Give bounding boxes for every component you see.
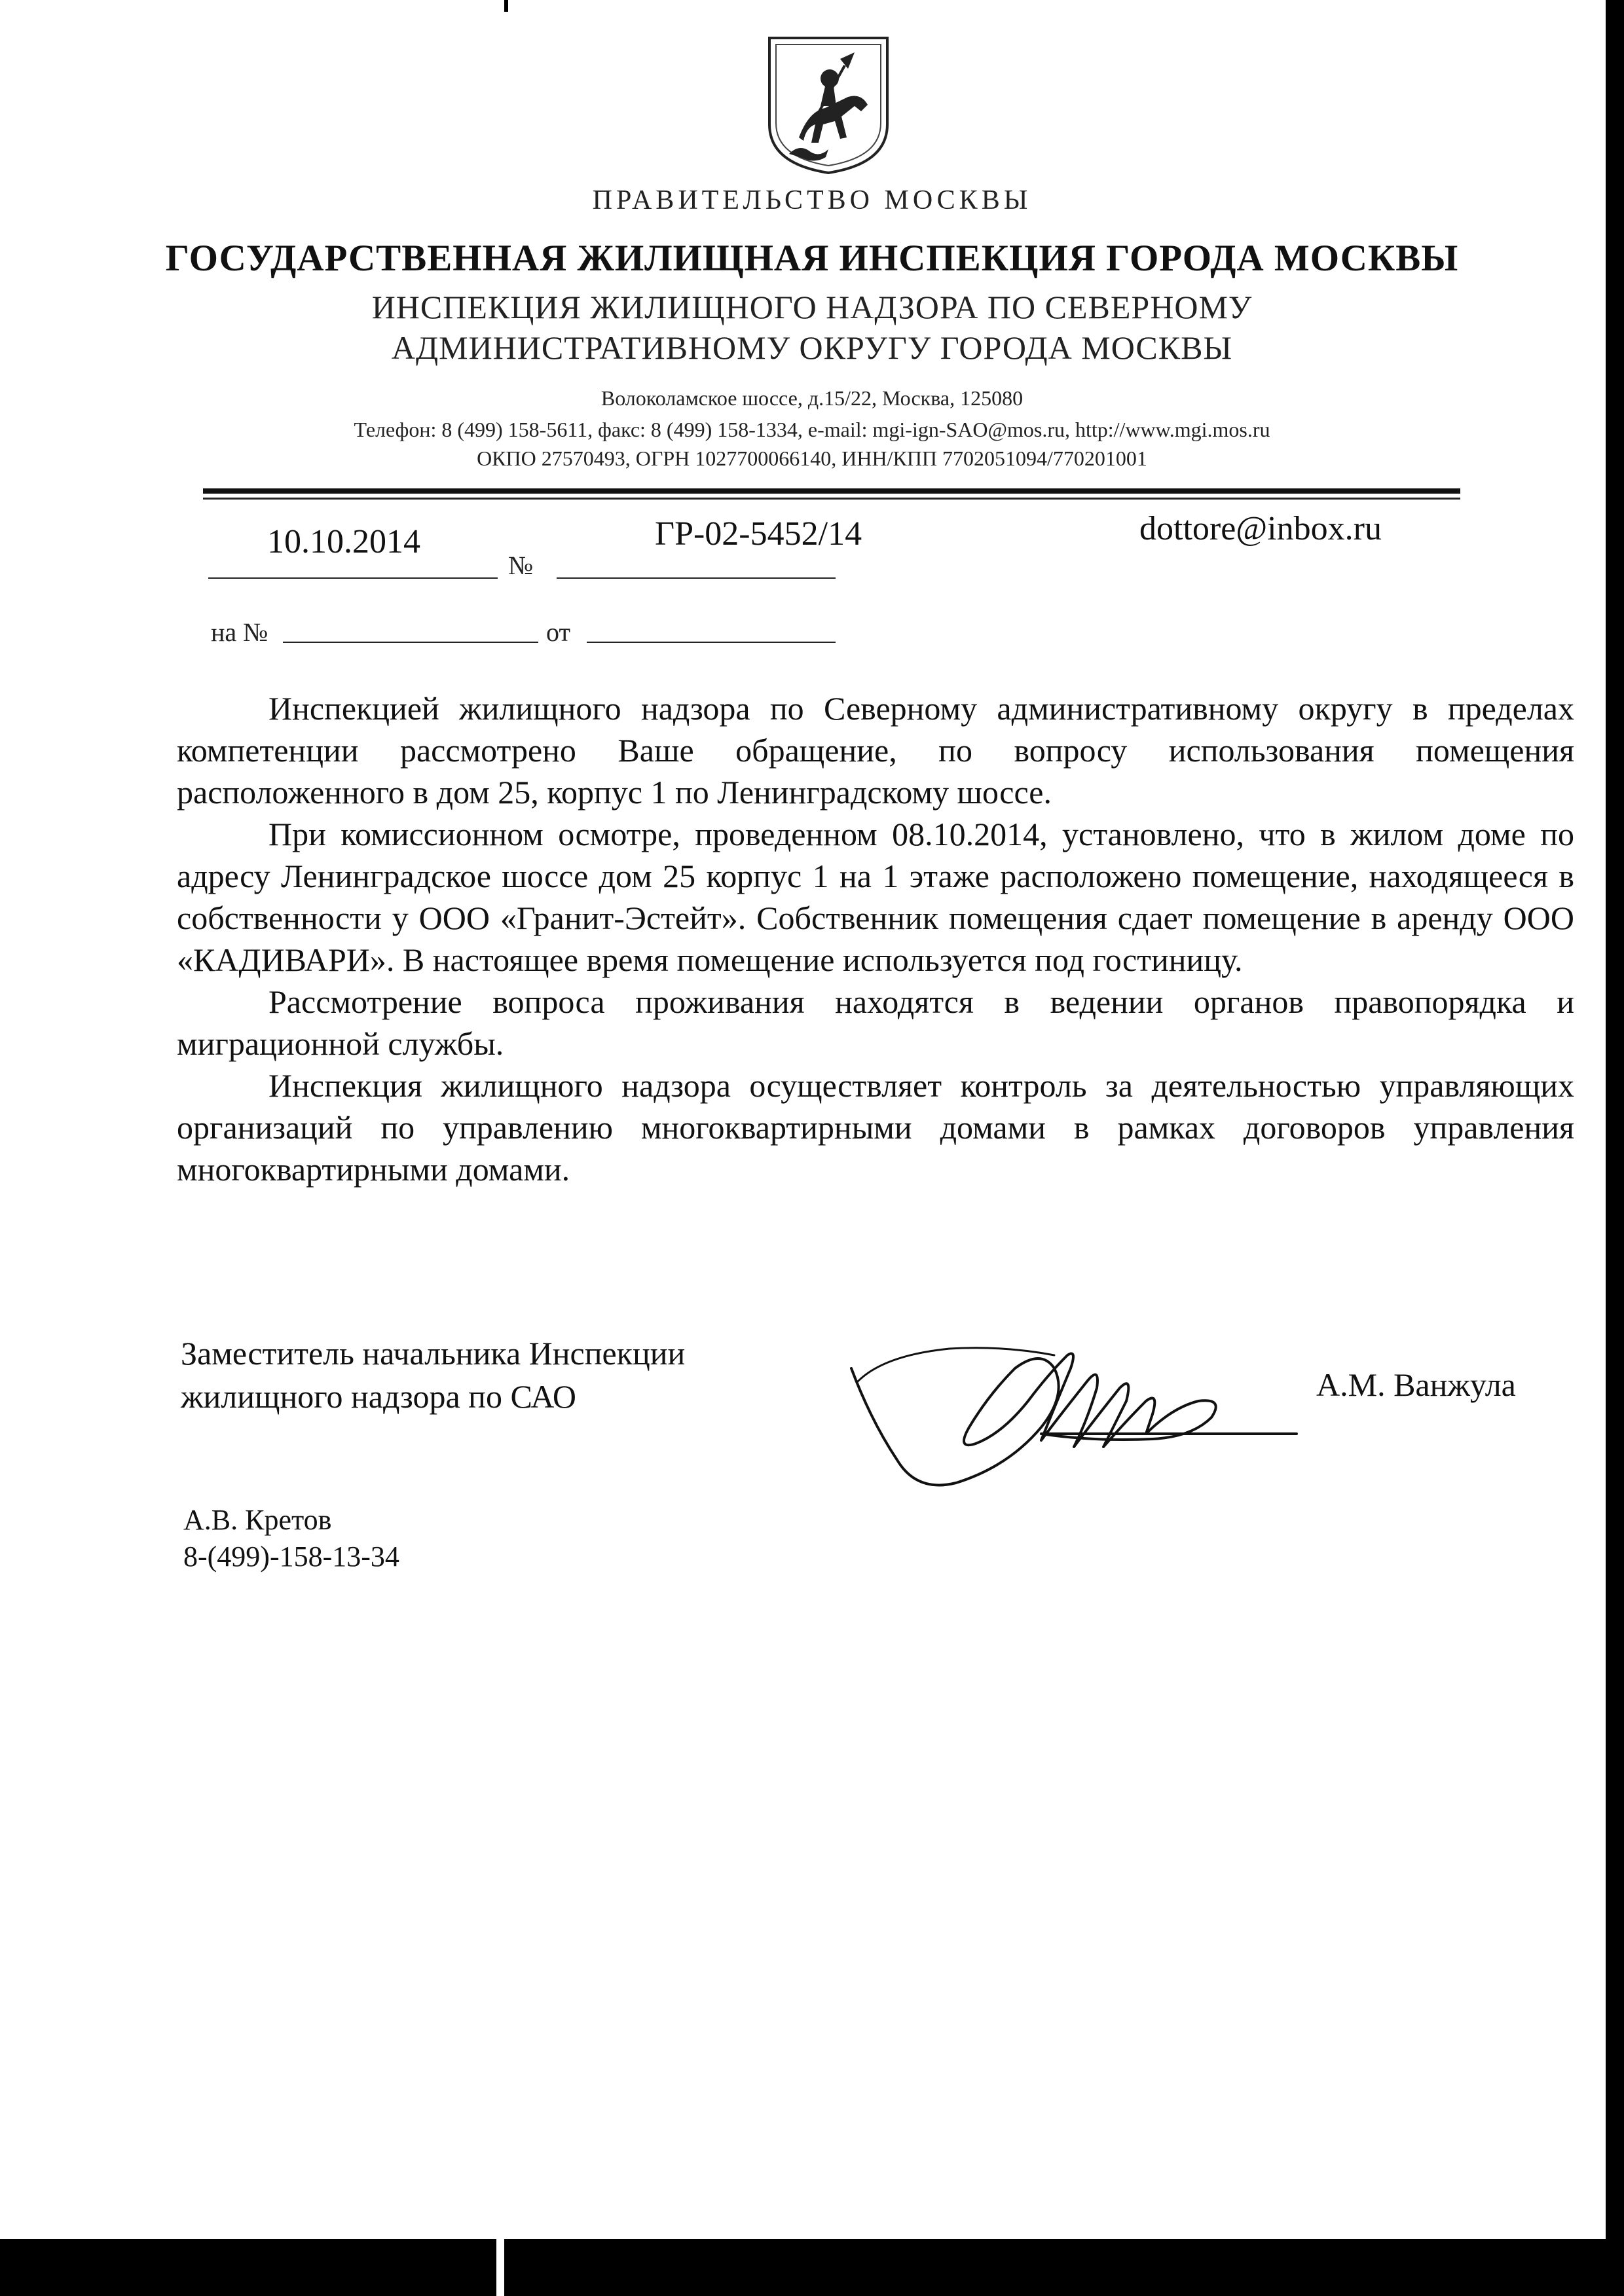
number-label: № [508,551,534,580]
number-underline [557,577,836,579]
header-divider-thin [203,498,1460,500]
scan-edge-gap [496,2239,504,2296]
signer-position [181,1332,685,1418]
division-title-line1: ИНСПЕКЦИЯ ЖИЛИЩНОГО НАДЗОРА ПО СЕВЕРНОМУ [371,289,1253,325]
letter-body [177,687,1574,1190]
scan-edge-top [504,0,508,12]
letter-date: 10.10.2014 [267,523,420,560]
signer-name: А.М. Ванжула [1316,1366,1516,1403]
handwritten-signature [845,1329,1303,1499]
organization-title: ГОСУДАРСТВЕННАЯ ЖИЛИЩНАЯ ИНСПЕКЦИЯ ГОРОДА МОСКВЫ [165,238,1459,279]
body-paragraph: Инспекцией жилищного надзора по Северному административному округу в пределах компетенции рассмотрено Ваше обращение, по вопросу использования помещения расположенного в дом 25, корпус 1 по Ленинградскому шоссе. [177,690,1574,811]
organization-identifiers: ОКПО 27570493, ОГРН 1027700066140, ИНН/КПП 7702051094/770201001 [477,446,1147,470]
body-paragraph: Инспекция жилищного надзора осуществляет контроль за деятельностью управляющих организаций по управлению многоквартирными домами в рамках договоров управления многоквартирными домами. [177,1067,1574,1188]
government-title: ПРАВИТЕЛЬСТВО МОСКВЫ [592,185,1032,215]
organization-address: Волоколамское шоссе, д.15/22, Москва, 125080 [600,386,1024,410]
executor-name: А.В. Кретов [183,1504,332,1536]
reply-date-underline [587,642,836,643]
scan-edge-bottom [0,2239,1624,2296]
executor-info [183,1502,399,1575]
reply-number-label: на № [211,617,268,647]
letter-number: ГР-02-5452/14 [655,515,862,553]
moscow-coat-of-arms-icon [763,33,894,177]
signer-position-line1: Заместитель начальника Инспекции [181,1335,686,1372]
organization-contacts: Телефон: 8 (499) 158-5611, факс: 8 (499) 158-1334, e-mail: mgi-ign-SAO@mos.ru, http://www.mgi.mos.ru [354,418,1270,441]
executor-phone: 8-(499)-158-13-34 [183,1540,399,1573]
header-divider-thick [203,488,1460,494]
division-title-line2: АДМИНИСТРАТИВНОМУ ОКРУГУ ГОРОДА МОСКВЫ [391,329,1233,366]
reply-date-label: от [546,617,570,647]
date-underline [208,577,498,579]
signer-position-line2: жилищного надзора по САО [181,1378,577,1415]
reply-number-underline [283,642,538,643]
body-paragraph: Рассмотрение вопроса проживания находятся в ведении органов правопорядка и миграционной службы. [177,983,1574,1062]
body-paragraph: При комиссионном осмотре, проведенном 08.10.2014, установлено, что в жилом доме по адресу Ленинградское шоссе дом 25 корпус 1 на 1 этаже расположено помещение, находящееся в собственности у ООО «Гранит-Эстейт». Собственник помещения сдает помещение в аренду ООО «КАДИВАРИ». В настоящее время помещение используется под гостиницу. [177,816,1574,978]
addressee-email: dottore@inbox.ru [1139,510,1382,547]
